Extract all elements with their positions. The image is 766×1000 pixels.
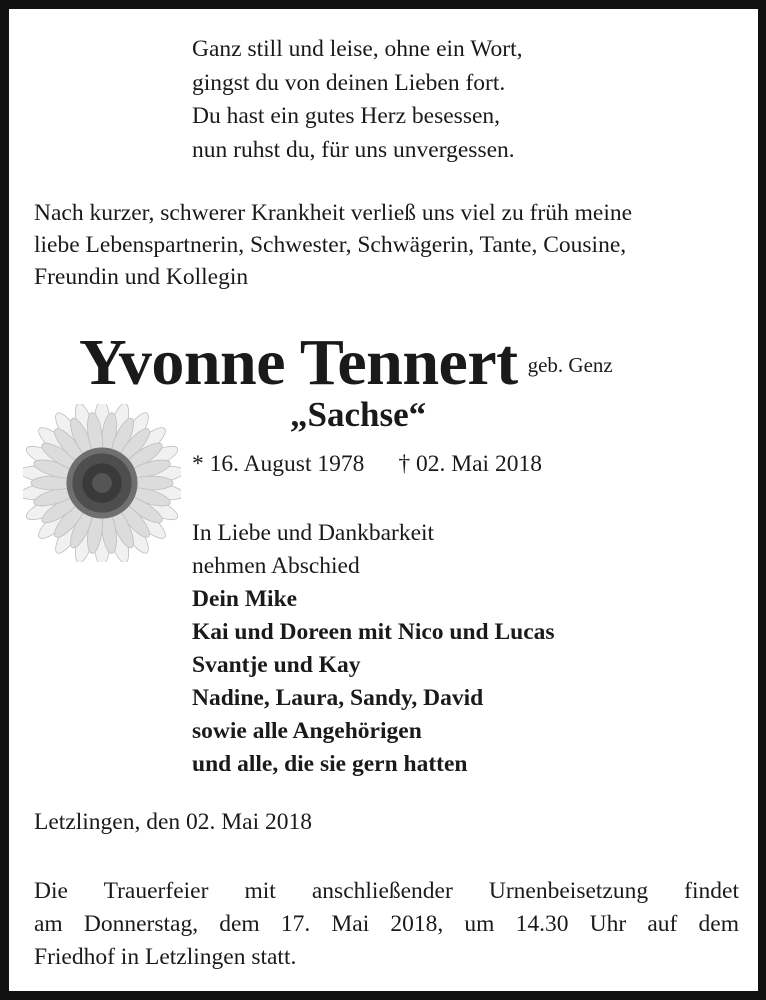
mourners-block xyxy=(192,517,555,781)
deceased-nickname: „Sachse“ xyxy=(290,395,427,434)
funeral-info-line: Friedhof in Letzlingen statt. xyxy=(34,944,297,970)
poem-line: Du hast ein gutes Herz besessen, xyxy=(192,103,501,129)
mourner-name: Dein Mike xyxy=(192,586,298,612)
intro-line: Freundin und Kollegin xyxy=(34,264,249,290)
intro-line: Nach kurzer, schwerer Krankheit verließ uns viel zu früh meine xyxy=(34,200,633,226)
place-and-date: Letzlingen, den 02. Mai 2018 xyxy=(34,809,313,835)
life-dates xyxy=(192,451,542,478)
mourners-intro-line: nehmen Abschied xyxy=(192,553,360,579)
sunflower-icon xyxy=(23,404,181,562)
funeral-info-line: am Donnerstag, dem 17. Mai 2018, um 14.30 Uhr auf dem xyxy=(34,911,739,937)
born-name: geb. Genz xyxy=(527,353,613,377)
intro-line: liebe Lebenspartnerin, Schwester, Schwägerin, Tante, Cousine, xyxy=(34,232,627,258)
mourners-intro-line: In Liebe und Dankbarkeit xyxy=(192,520,435,546)
birth-date: * 16. August 1978 xyxy=(192,451,365,477)
deceased-name: Yvonne Tennert xyxy=(79,326,518,399)
death-date: † 02. Mai 2018 xyxy=(398,451,542,477)
mourner-name: sowie alle Angehörigen xyxy=(192,718,422,744)
mourner-name: Kai und Doreen mit Nico und Lucas xyxy=(192,619,555,645)
mourner-name: und alle, die sie gern hatten xyxy=(192,751,468,777)
mourner-name: Nadine, Laura, Sandy, David xyxy=(192,685,484,711)
poem-line: nun ruhst du, für uns unvergessen. xyxy=(192,136,515,163)
intro-text xyxy=(34,197,739,293)
funeral-info xyxy=(34,875,739,974)
mourner-name: Svantje und Kay xyxy=(192,652,361,678)
poem xyxy=(192,33,523,167)
poem-line: gingst du von deinen Lieben fort. xyxy=(192,69,506,96)
deceased-name-line xyxy=(79,324,613,402)
funeral-info-line: Die Trauerfeier mit anschließender Urnenbeisetzung findet xyxy=(34,878,739,904)
poem-line: Ganz still und leise, ohne ein Wort, xyxy=(192,36,523,62)
